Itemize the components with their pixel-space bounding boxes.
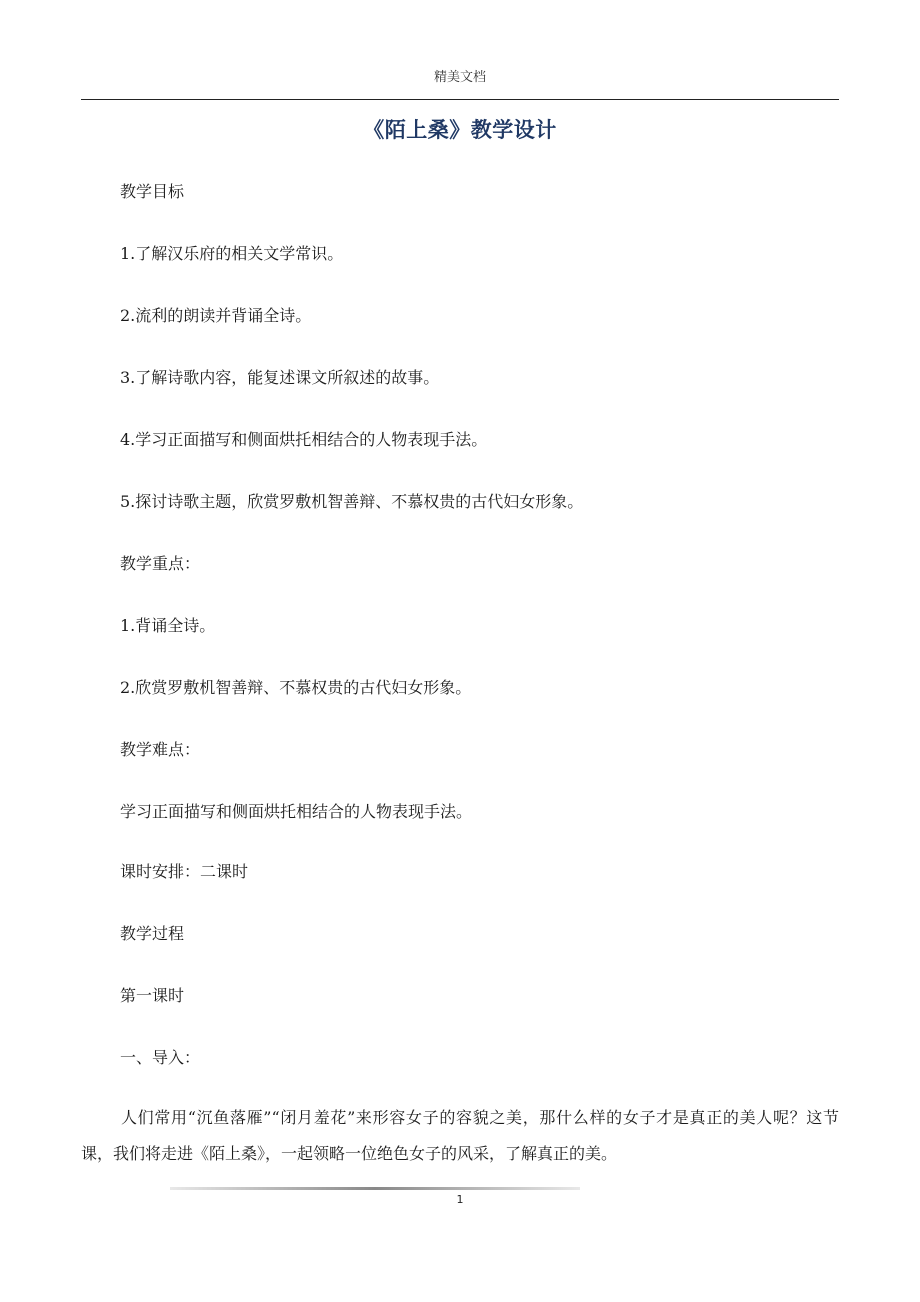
key-point-1: 1.背诵全诗。	[120, 616, 216, 635]
section-heading: 一、导入：	[120, 1048, 201, 1067]
key-point-2: 2.欣赏罗敷机智善辩、不慕权贵的古代妇女形象。	[120, 678, 472, 697]
objective-3: 3.了解诗歌内容，能复述课文所叙述的故事。	[120, 368, 440, 387]
lesson-heading: 第一课时	[120, 986, 185, 1005]
document-title: 《陌上桑》教学设计	[363, 118, 557, 142]
process-heading: 教学过程	[120, 924, 185, 943]
footer-divider	[170, 1187, 580, 1190]
objective-1: 1.了解汉乐府的相关文学常识。	[120, 244, 344, 263]
page-header: 精美文档	[433, 70, 486, 85]
key-points-heading: 教学重点：	[120, 554, 201, 573]
schedule-line: 课时安排：二课时	[120, 862, 249, 881]
objective-4: 4.学习正面描写和侧面烘托相结合的人物表现手法。	[120, 430, 488, 449]
difficulty-item: 学习正面描写和侧面烘托相结合的人物表现手法。	[120, 802, 473, 821]
header-divider	[81, 99, 839, 100]
objectives-heading: 教学目标	[120, 182, 185, 201]
objective-5: 5.探讨诗歌主题，欣赏罗敷机智善辩、不慕权贵的古代妇女形象。	[120, 492, 584, 511]
difficulty-heading: 教学难点：	[120, 740, 201, 759]
intro-paragraph: 人们常用“沉鱼落雁”“闭月羞花”来形容女子的容貌之美，那什么样的女子才是真正的美人呢？这节课，我们将走进《陌上桑》，一起领略一位绝色女子的风采，了解真正的美。	[81, 1108, 839, 1163]
objective-2: 2.流利的朗读并背诵全诗。	[120, 306, 312, 325]
page-number: 1	[456, 1193, 464, 1206]
